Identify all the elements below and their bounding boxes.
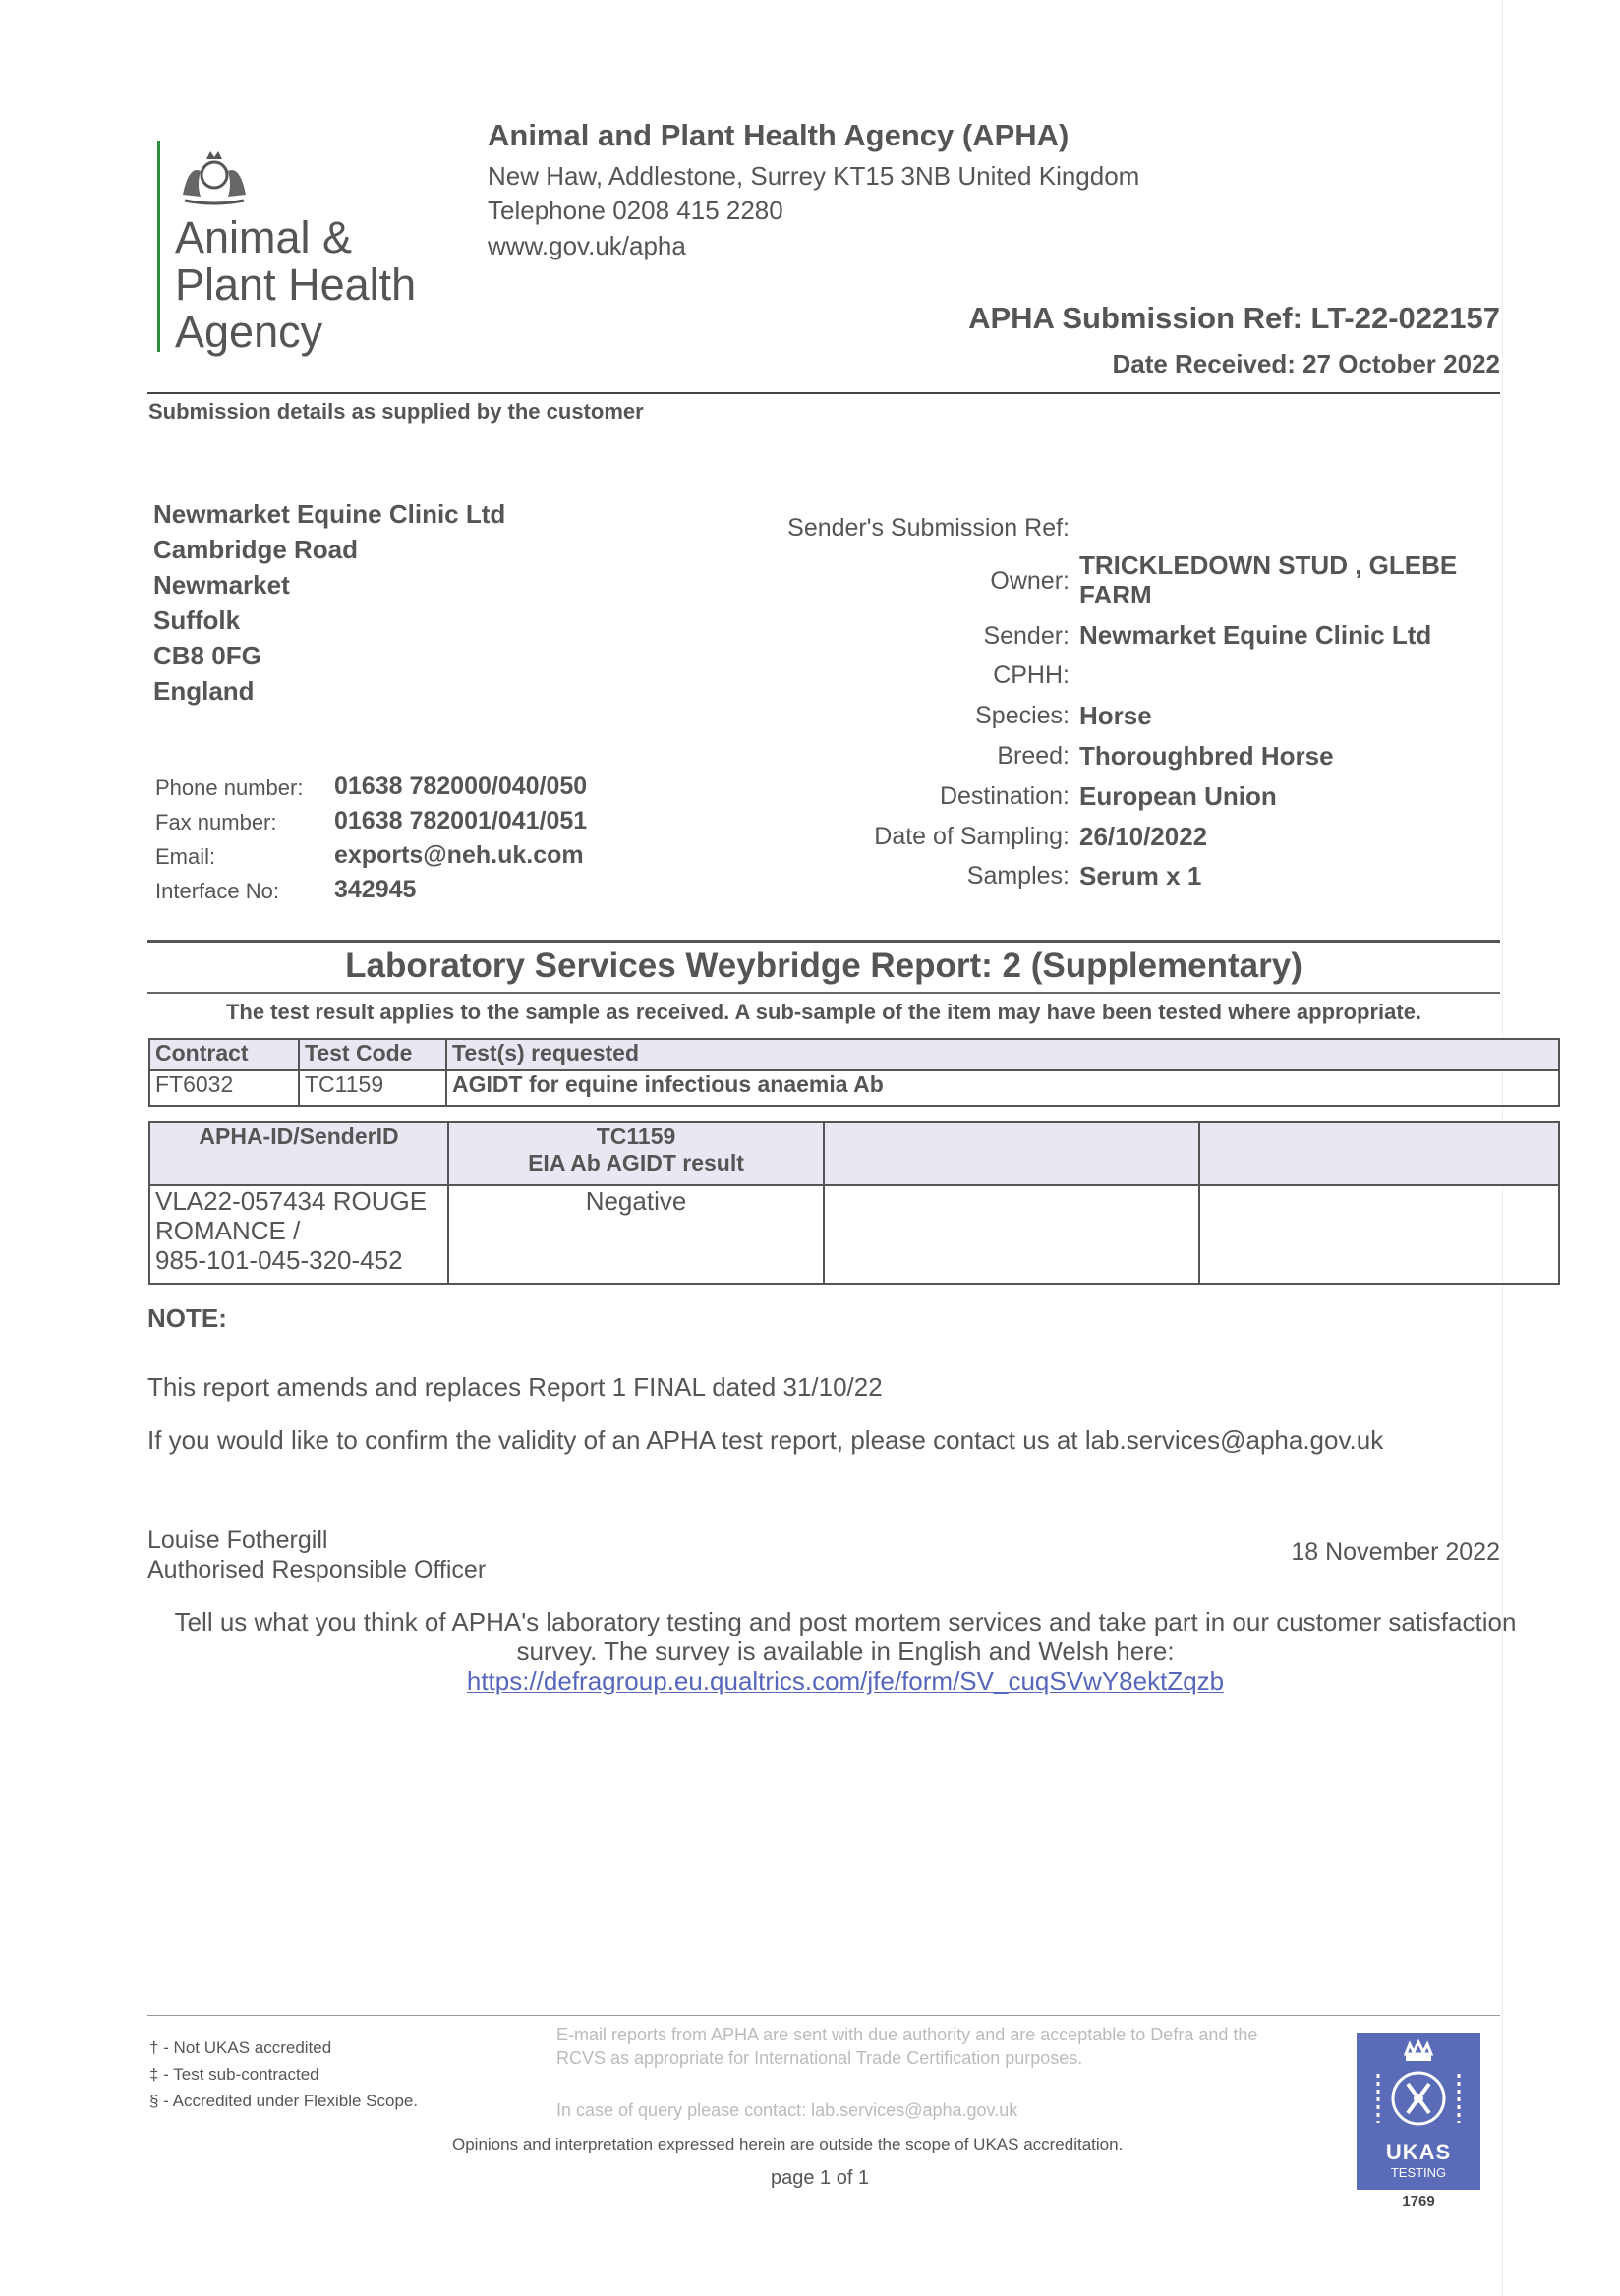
ukas-testing-label: TESTING	[1390, 2165, 1447, 2180]
contract-cell: FT6032	[149, 1070, 299, 1106]
agency-address: New Haw, Addlestone, Surrey KT15 3NB United Kingdom	[488, 161, 1140, 191]
results-table	[148, 1121, 1560, 1285]
customer-town: Newmarket	[153, 570, 290, 600]
footnote-subcontracted: ‡ - Test sub-contracted	[149, 2065, 319, 2084]
results-table-header-row	[149, 1122, 1559, 1185]
customer-county: Suffolk	[153, 605, 241, 635]
agency-telephone: Telephone 0208 415 2280	[488, 196, 783, 225]
interface-value: 342945	[334, 876, 417, 903]
report-divider	[147, 940, 1500, 943]
test-code-cell: TC1159	[299, 1070, 446, 1106]
phone-label: Phone number:	[155, 775, 304, 800]
survey-line1: Tell us what you think of APHA's laboratory testing and post mortem services and take part in our customer satisfaction	[174, 1607, 1517, 1636]
header-divider	[147, 392, 1500, 394]
samples-label: Samples:	[966, 862, 1070, 890]
fax-value: 01638 782001/041/051	[334, 807, 588, 834]
ukas-crown-icon	[1357, 2035, 1480, 2137]
sample-id-line1: VLA22-057434 ROUGE	[155, 1186, 428, 1216]
report-title-underline	[147, 992, 1500, 994]
empty-header-2	[1199, 1122, 1559, 1185]
agency-website: www.gov.uk/apha	[488, 231, 686, 260]
test-code-header: Test Code	[299, 1039, 446, 1070]
interface-label: Interface No:	[155, 879, 279, 903]
contract-table-header-row	[149, 1039, 1559, 1070]
officer-name: Louise Fothergill	[147, 1526, 328, 1554]
ukas-opinions-note: Opinions and interpretation expressed herein are outside the scope of UKAS accreditation.	[452, 2135, 1124, 2153]
customer-street: Cambridge Road	[153, 535, 359, 564]
logo-text-line3: Agency	[175, 307, 323, 357]
tests-requested-cell: AGIDT for equine infectious anaemia Ab	[446, 1070, 1559, 1106]
results-table-row	[149, 1185, 1559, 1284]
sampling-date-value: 26/10/2022	[1079, 822, 1208, 851]
validity-note: If you would like to confirm the validity of an APHA test report, please contact us at lab.services@apha.gov.uk	[147, 1425, 1384, 1455]
breed-value: Thoroughbred Horse	[1079, 741, 1334, 771]
empty-cell-1	[824, 1185, 1199, 1284]
sample-id-line2: ROMANCE /	[155, 1216, 301, 1245]
sender-label: Sender:	[983, 622, 1070, 650]
logo-text-line1: Animal &	[175, 212, 353, 262]
owner-value-line2: FARM	[1079, 580, 1152, 609]
cphh-label: CPHH:	[993, 661, 1070, 689]
destination-label: Destination:	[939, 782, 1070, 810]
footnote-not-ukas: † - Not UKAS accredited	[149, 2038, 332, 2057]
note-label: NOTE:	[147, 1303, 227, 1333]
logo-green-bar	[157, 141, 160, 352]
query-notice: In case of query please contact: lab.services@apha.gov.uk	[556, 2100, 1018, 2120]
royal-crest-icon	[175, 145, 254, 206]
result-header	[448, 1122, 824, 1185]
species-label: Species:	[975, 702, 1070, 729]
agency-name: Animal and Plant Health Agency (APHA)	[488, 118, 1070, 152]
contract-table	[148, 1038, 1560, 1107]
sample-id-line3: 985-101-045-320-452	[155, 1245, 403, 1275]
result-cell: Negative	[448, 1185, 824, 1284]
email-label: Email:	[155, 844, 216, 869]
date-received: Date Received: 27 October 2022	[1112, 349, 1500, 378]
footer-divider	[147, 2015, 1500, 2016]
signature-date: 18 November 2022	[1291, 1538, 1500, 1566]
survey-link[interactable]: https://defragroup.eu.qualtrics.com/jfe/form/SV_cuqSVwY8ektZqzb	[466, 1666, 1225, 1695]
logo-text-line2: Plant Health	[175, 259, 417, 310]
owner-value-line1: TRICKLEDOWN STUD , GLEBE	[1079, 550, 1458, 580]
fax-label: Fax number:	[155, 810, 277, 834]
customer-postcode: CB8 0FG	[153, 641, 261, 670]
sample-id-cell	[149, 1185, 448, 1284]
sampling-date-label: Date of Sampling:	[874, 823, 1070, 850]
result-header-code: TC1159	[596, 1123, 676, 1149]
officer-role: Authorised Responsible Officer	[147, 1556, 487, 1583]
footnote-flexible-scope: § - Accredited under Flexible Scope.	[149, 2092, 419, 2110]
contract-header: Contract	[149, 1039, 299, 1070]
page-number: page 1 of 1	[771, 2167, 870, 2189]
survey-line2: survey. The survey is available in English and Welsh here:	[516, 1636, 1175, 1666]
contract-table-row	[149, 1070, 1559, 1106]
customer-country: England	[153, 676, 255, 706]
survey-block	[138, 1607, 1553, 1695]
applies-statement: The test result applies to the sample as received. A sub-sample of the item may have been tested where appropriate.	[225, 1000, 1422, 1024]
sender-ref-label: Sender's Submission Ref:	[787, 514, 1070, 542]
submission-ref: APHA Submission Ref: LT-22-022157	[968, 301, 1500, 335]
empty-header-1	[824, 1122, 1199, 1185]
email-notice: E-mail reports from APHA are sent with due authority and are acceptable to Defra and the RCVS as appropriate for International Trade Certification purposes.	[556, 2025, 1258, 2068]
species-value: Horse	[1079, 701, 1152, 730]
submission-details-heading: Submission details as supplied by the customer	[148, 399, 644, 424]
customer-name: Newmarket Equine Clinic Ltd	[153, 499, 506, 529]
sample-id-header: APHA-ID/SenderID	[149, 1122, 448, 1185]
owner-label: Owner:	[990, 567, 1070, 595]
phone-value: 01638 782000/040/050	[334, 773, 588, 800]
amend-note: This report amends and replaces Report 1 FINAL dated 31/10/22	[147, 1372, 883, 1402]
breed-label: Breed:	[997, 742, 1070, 770]
sender-value: Newmarket Equine Clinic Ltd	[1079, 620, 1432, 650]
result-header-name: EIA Ab AGIDT result	[528, 1150, 744, 1176]
destination-value: European Union	[1079, 781, 1277, 811]
email-value: exports@neh.uk.com	[334, 841, 584, 869]
ukas-label: UKAS	[1385, 2140, 1452, 2164]
samples-value: Serum x 1	[1079, 861, 1202, 890]
ukas-number: 1769	[1402, 2193, 1435, 2210]
empty-cell-2	[1199, 1185, 1559, 1284]
tests-requested-header: Test(s) requested	[446, 1039, 1559, 1070]
report-title: Laboratory Services Weybridge Report: 2 (Supplementary)	[345, 947, 1302, 985]
